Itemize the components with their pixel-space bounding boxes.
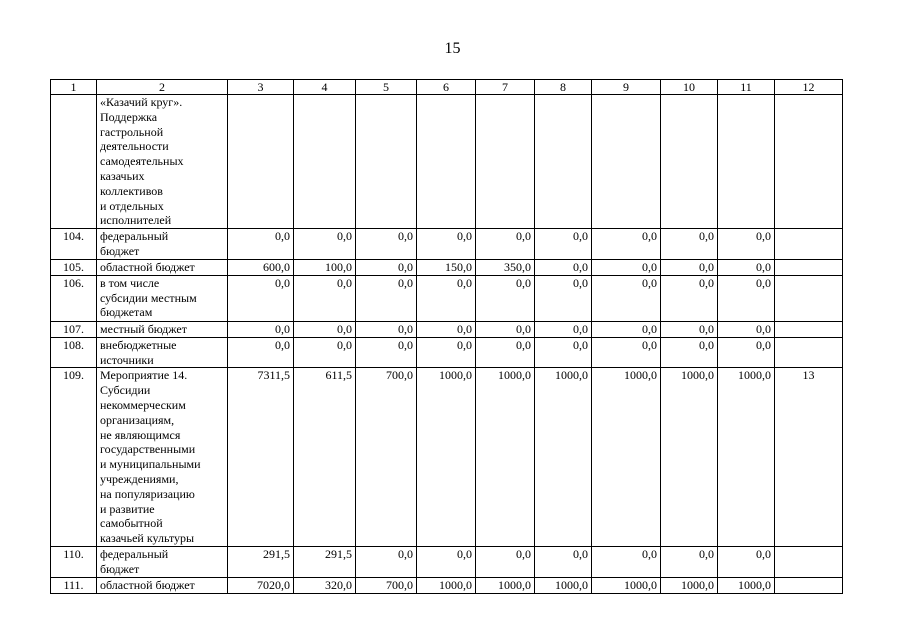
value-cell: 700,0 <box>356 577 417 593</box>
value-cell: 0,0 <box>718 229 775 260</box>
value-cell: 0,0 <box>294 275 356 321</box>
value-cell: 100,0 <box>294 259 356 275</box>
reference-cell: 13 <box>775 368 843 547</box>
value-cell: 700,0 <box>356 368 417 547</box>
value-cell: 0,0 <box>718 321 775 337</box>
value-cell: 291,5 <box>228 547 294 578</box>
value-cell: 611,5 <box>294 368 356 547</box>
row-number-cell: 104. <box>51 229 97 260</box>
column-header: 2 <box>97 80 228 95</box>
value-cell: 1000,0 <box>535 368 592 547</box>
reference-cell <box>775 337 843 368</box>
value-cell: 0,0 <box>592 321 661 337</box>
value-cell: 1000,0 <box>417 368 476 547</box>
value-cell: 320,0 <box>294 577 356 593</box>
table-row <box>51 259 843 275</box>
value-cell: 1000,0 <box>476 368 535 547</box>
value-cell: 0,0 <box>228 275 294 321</box>
value-cell: 0,0 <box>476 229 535 260</box>
table-row <box>51 547 843 578</box>
reference-cell <box>775 321 843 337</box>
column-header: 4 <box>294 80 356 95</box>
table-row <box>51 229 843 260</box>
value-cell: 600,0 <box>228 259 294 275</box>
value-cell <box>228 95 294 229</box>
value-cell <box>356 95 417 229</box>
value-cell: 0,0 <box>356 229 417 260</box>
reference-cell <box>775 547 843 578</box>
value-cell: 0,0 <box>294 337 356 368</box>
header-row <box>51 80 843 95</box>
value-cell <box>476 95 535 229</box>
column-header: 12 <box>775 80 843 95</box>
row-name-cell: федеральный бюджет <box>97 547 228 578</box>
column-header: 8 <box>535 80 592 95</box>
row-name-cell: областной бюджет <box>97 577 228 593</box>
value-cell <box>661 95 718 229</box>
column-header: 7 <box>476 80 535 95</box>
value-cell: 0,0 <box>661 321 718 337</box>
row-number-cell: 109. <box>51 368 97 547</box>
value-cell: 1000,0 <box>718 577 775 593</box>
value-cell: 0,0 <box>535 229 592 260</box>
value-cell: 0,0 <box>718 337 775 368</box>
value-cell: 150,0 <box>417 259 476 275</box>
column-header: 1 <box>51 80 97 95</box>
row-number-cell: 110. <box>51 547 97 578</box>
budget-table <box>50 79 843 594</box>
row-name-cell: в том числе субсидии местным бюджетам <box>97 275 228 321</box>
row-name-cell: областной бюджет <box>97 259 228 275</box>
value-cell: 1000,0 <box>661 577 718 593</box>
value-cell <box>718 95 775 229</box>
value-cell: 0,0 <box>535 321 592 337</box>
value-cell: 0,0 <box>417 547 476 578</box>
row-number-cell: 105. <box>51 259 97 275</box>
row-number-cell <box>51 95 97 229</box>
page-number: 15 <box>444 40 461 57</box>
value-cell: 0,0 <box>535 547 592 578</box>
table-row <box>51 321 843 337</box>
value-cell: 0,0 <box>356 547 417 578</box>
value-cell: 1000,0 <box>718 368 775 547</box>
value-cell: 0,0 <box>592 337 661 368</box>
value-cell: 0,0 <box>294 321 356 337</box>
value-cell: 0,0 <box>417 275 476 321</box>
column-header: 5 <box>356 80 417 95</box>
value-cell <box>535 95 592 229</box>
value-cell: 0,0 <box>476 275 535 321</box>
column-header: 3 <box>228 80 294 95</box>
value-cell: 0,0 <box>592 259 661 275</box>
row-name-cell: Мероприятие 14. Субсидии некоммерческим организациям, не являющимся государственными и муниципальными учреждениями, на популяризацию и развитие самобытной казачьей культуры <box>97 368 228 547</box>
table-row <box>51 337 843 368</box>
row-name-cell: местный бюджет <box>97 321 228 337</box>
value-cell: 0,0 <box>356 337 417 368</box>
value-cell: 0,0 <box>535 337 592 368</box>
value-cell: 0,0 <box>718 547 775 578</box>
value-cell: 1000,0 <box>535 577 592 593</box>
value-cell: 0,0 <box>661 547 718 578</box>
value-cell: 0,0 <box>535 275 592 321</box>
value-cell: 0,0 <box>718 275 775 321</box>
column-header: 10 <box>661 80 718 95</box>
value-cell: 291,5 <box>294 547 356 578</box>
value-cell: 0,0 <box>592 547 661 578</box>
value-cell: 0,0 <box>592 275 661 321</box>
value-cell: 0,0 <box>592 229 661 260</box>
value-cell: 0,0 <box>356 259 417 275</box>
value-cell: 0,0 <box>417 229 476 260</box>
row-name-cell: внебюджетные источники <box>97 337 228 368</box>
value-cell: 0,0 <box>476 337 535 368</box>
value-cell: 0,0 <box>356 321 417 337</box>
value-cell: 0,0 <box>661 275 718 321</box>
column-header: 11 <box>718 80 775 95</box>
column-header: 9 <box>592 80 661 95</box>
column-header: 6 <box>417 80 476 95</box>
value-cell <box>294 95 356 229</box>
table-row <box>51 368 843 547</box>
value-cell <box>417 95 476 229</box>
row-name-cell: «Казачий круг». Поддержка гастрольной деятельности самодеятельных казачьих коллективов и отдельных исполнителей <box>97 95 228 229</box>
value-cell: 0,0 <box>417 321 476 337</box>
reference-cell <box>775 259 843 275</box>
row-number-cell: 107. <box>51 321 97 337</box>
value-cell: 0,0 <box>661 337 718 368</box>
value-cell: 0,0 <box>661 229 718 260</box>
reference-cell <box>775 95 843 229</box>
value-cell: 1000,0 <box>592 368 661 547</box>
value-cell: 1000,0 <box>476 577 535 593</box>
value-cell: 350,0 <box>476 259 535 275</box>
table-row <box>51 95 843 229</box>
value-cell: 0,0 <box>228 321 294 337</box>
reference-cell <box>775 275 843 321</box>
value-cell: 1000,0 <box>661 368 718 547</box>
value-cell: 0,0 <box>228 229 294 260</box>
reference-cell <box>775 229 843 260</box>
value-cell: 0,0 <box>228 337 294 368</box>
value-cell: 1000,0 <box>592 577 661 593</box>
row-number-cell: 111. <box>51 577 97 593</box>
row-name-cell: федеральный бюджет <box>97 229 228 260</box>
value-cell: 0,0 <box>535 259 592 275</box>
value-cell: 0,0 <box>417 337 476 368</box>
row-number-cell: 108. <box>51 337 97 368</box>
reference-cell <box>775 577 843 593</box>
value-cell: 0,0 <box>356 275 417 321</box>
value-cell: 0,0 <box>718 259 775 275</box>
value-cell <box>592 95 661 229</box>
row-number-cell: 106. <box>51 275 97 321</box>
value-cell: 0,0 <box>294 229 356 260</box>
value-cell: 1000,0 <box>417 577 476 593</box>
value-cell: 7311,5 <box>228 368 294 547</box>
value-cell: 0,0 <box>476 321 535 337</box>
table-row <box>51 275 843 321</box>
value-cell: 0,0 <box>661 259 718 275</box>
table-row <box>51 577 843 593</box>
value-cell: 0,0 <box>476 547 535 578</box>
value-cell: 7020,0 <box>228 577 294 593</box>
